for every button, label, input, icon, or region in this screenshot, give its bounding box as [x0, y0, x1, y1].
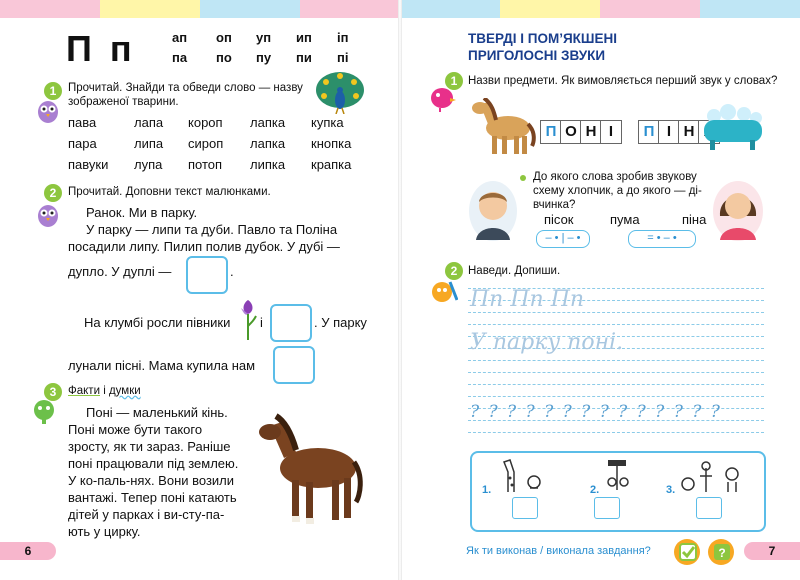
page-number-left: 6 [0, 542, 56, 560]
letter-cell: І [600, 120, 622, 144]
task-number: 3 [44, 383, 62, 401]
task-number: 2 [445, 262, 463, 280]
page-number-right: 7 [744, 542, 800, 560]
text-line: посадили липу. Пилип полив дубок. У дубі — [68, 239, 340, 254]
word-cell: лупа [134, 157, 163, 172]
bathtub-icon [700, 104, 766, 154]
text-line: лунали пісні. Мама купила нам [68, 358, 256, 373]
letter-cell: П [540, 120, 562, 144]
question-line: схему хлопчик, а до якого — ді- [533, 185, 702, 197]
syllable: пу [256, 50, 272, 65]
syllable: ап [172, 30, 188, 45]
syllable: по [216, 50, 232, 65]
text-line: Ранок. Ми в парку. [86, 205, 198, 220]
question-line: До якого слова зробив звукову [533, 171, 697, 183]
thoughts-label: думки [108, 385, 141, 397]
text-line: ють у цирку. [68, 524, 141, 539]
pink-bird-icon [428, 86, 456, 112]
trace-letters-line: Пп Пп Пп [470, 287, 585, 312]
text-line: У ко-паль-нях. Вони возили [68, 473, 235, 488]
rule-line [468, 372, 764, 374]
owl-icon [36, 200, 60, 228]
facts-label-group [68, 384, 141, 398]
facts-label: Факти [68, 385, 100, 397]
word-cell: потоп [188, 157, 223, 172]
word-cell: липка [250, 157, 286, 172]
owl-icon [36, 96, 60, 124]
answer-box[interactable] [273, 346, 315, 384]
word-cell: крапка [311, 157, 352, 172]
giraffe-scheme-icon [494, 458, 546, 494]
word-cell: пава [68, 115, 97, 130]
letter-cell: П [638, 120, 660, 144]
boy-photo [468, 180, 518, 242]
letter-cell: О [560, 120, 582, 144]
rule-line [468, 384, 764, 386]
option-number: 2. [590, 484, 600, 496]
text-line: поні працювали під землею. [68, 456, 239, 471]
answer-box[interactable] [270, 304, 312, 342]
word-cell: купка [311, 115, 344, 130]
word-cell: лапа [134, 115, 164, 130]
answer-box[interactable] [696, 497, 722, 519]
text-line: . [230, 264, 234, 279]
word-cell: короп [188, 115, 223, 130]
text-line: Поні може бути такого [68, 422, 203, 437]
option-number: 1. [482, 484, 492, 496]
syllable: ип [296, 30, 312, 45]
sound-scheme-girl: = • – • [628, 230, 696, 248]
task1-instruction: Назви предмети. Як вимовляється перший звук у словах? [468, 75, 778, 87]
text-line: дупло. У дуплі — [68, 264, 172, 279]
answer-box[interactable] [594, 497, 620, 519]
text-line: Поні — маленький кінь. [86, 405, 228, 420]
word-cell: лапка [250, 136, 286, 151]
figures-scheme-icon [678, 460, 748, 494]
option-number: 3. [666, 484, 676, 496]
iris-flower-icon [238, 296, 258, 340]
answer-box[interactable] [512, 497, 538, 519]
text-line: . У парку [314, 315, 367, 330]
page-title-line: ПРИГОЛОСНІ ЗВУКИ [468, 48, 606, 63]
rule-line [468, 396, 764, 398]
girl-photo [712, 180, 764, 242]
word-cell: павуки [68, 157, 109, 172]
task-number: 2 [44, 184, 62, 202]
rule-line [468, 432, 764, 434]
word-cell: кнопка [311, 136, 352, 151]
word-option: пісок [544, 212, 574, 227]
self-assessment-question: Як ти виконав / виконала завдання? [466, 545, 651, 557]
task1-instruction: Прочитай. Знайди та обведи слово — назву зображеної тварини. [68, 82, 303, 108]
rule-line [468, 360, 764, 362]
syllable: оп [216, 30, 232, 45]
syllable: уп [256, 30, 272, 45]
text-line: дітей у парках і ви-сту-па- [68, 507, 225, 522]
rule-line [468, 324, 764, 326]
rule-line [468, 312, 764, 314]
answer-box[interactable] [186, 256, 228, 294]
text-line: вантажі. Тепер поні катають [68, 490, 237, 505]
text-line: зросту, як ти зараз. Раніше [68, 439, 231, 454]
text-line: У парку — липи та дуби. Павло та Поліна [86, 222, 338, 237]
svg-text:?: ? [718, 546, 726, 560]
syllable: па [172, 50, 188, 65]
trace-sentence-line: У парку поні. [470, 330, 624, 355]
bullet-dot [520, 175, 526, 181]
trace-strokes-line: ? ? ? ? ? ? ? ? ? ? ? ? ? ? [470, 402, 722, 422]
word-cell: лапка [250, 115, 286, 130]
task-number: 1 [445, 72, 463, 90]
arrow-scheme-icon [600, 458, 640, 494]
letter-cell: Н [580, 120, 602, 144]
text-line: На клумбі росли півники [84, 315, 231, 330]
sound-scheme-boy: – • | – • [536, 230, 590, 248]
letter-cell: І [658, 120, 680, 144]
word-option: пума [610, 212, 640, 227]
pencil-character-icon [430, 278, 458, 306]
and-label: і [103, 385, 106, 397]
syllable: пі [337, 50, 349, 65]
task-number: 1 [44, 82, 62, 100]
word-cell: пара [68, 136, 97, 151]
text-line: і [260, 315, 263, 330]
letter-cell: Н [678, 120, 700, 144]
word-cell: липа [134, 136, 164, 151]
syllable: іп [337, 30, 349, 45]
peacock-icon [314, 70, 366, 114]
page-title [468, 30, 617, 64]
syllable: пи [296, 50, 312, 65]
thumbs-up-cat-icon [670, 534, 704, 568]
question-text [533, 170, 702, 212]
word-option: піна [682, 212, 707, 227]
page-title-line: ТВЕРДІ І ПОМ’ЯКШЕНІ [468, 31, 617, 46]
question-cat-icon [704, 534, 738, 568]
task2-instruction: Наведи. Допиши. [468, 265, 561, 277]
pony-icon [470, 98, 538, 156]
pony-illustration [256, 406, 366, 526]
task2-instruction: Прочитай. Доповни текст малюнками. [68, 186, 271, 198]
green-character-icon [32, 398, 56, 424]
question-line: вчинка? [533, 199, 576, 211]
big-letter-heading: П п [66, 28, 136, 69]
word-cell: сироп [188, 136, 224, 151]
